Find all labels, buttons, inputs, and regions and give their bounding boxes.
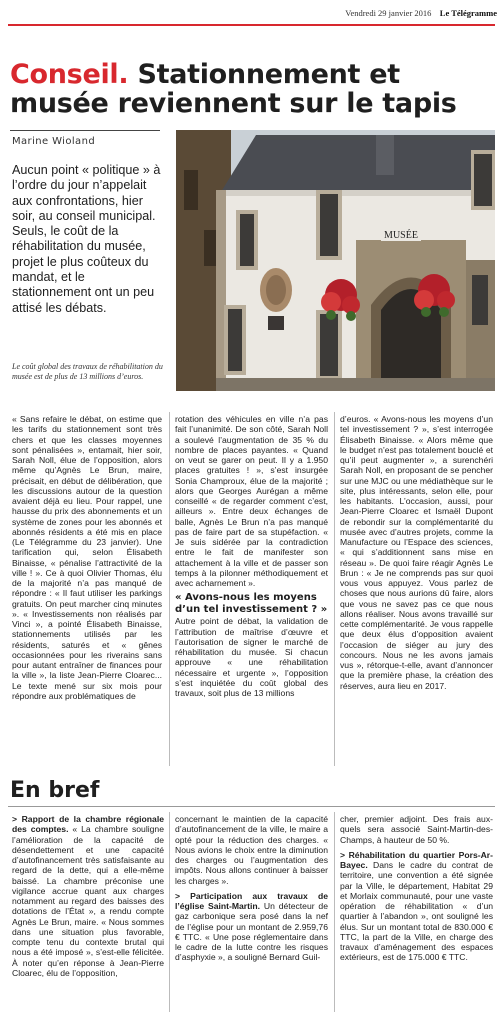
newspaper-name: Le Télégramme bbox=[439, 8, 497, 18]
article-column-2 bbox=[175, 414, 328, 698]
page-header bbox=[0, 6, 497, 20]
photo-caption: Le coût global des travaux de réhabilitation du musée est de plus de 13 millions d’euros. bbox=[12, 362, 163, 381]
bref-item-heading: > Réhabilitation du quartier Pors-Ar-Bayec. bbox=[340, 849, 493, 870]
article-subheading: « Avons-nous les moyens d’un tel investissement ? » bbox=[175, 592, 328, 615]
byline-rule bbox=[10, 130, 160, 131]
column-divider bbox=[169, 412, 170, 766]
column-1-text: « Sans refaire le débat, on estime que les tarifs du stationnement sont très chers et que les classes moyennes sont pénalisées », entamait, hier soir, Sarah Noll, élue de l’opposition, alors même qu’Agnès Le Brun, maire, précisait, en début de délibération, que les discussions autour de la question avaient déjà eu lieu. Pour rappel, une hausse du prix des abonnements et un système de zones pour les abonnés et abonnés résidents a été mis en place (Le Télégramme du 23 janvier). Une tarification qui, selon Élisabeth Binaisse, « pénalise l’attractivité de la ville ! ». Ce à quoi Olivier Thomas, élu de la majorité n’a pas manqué de répondre : « Il faut utiliser les parkings gratuits. On peut marcher cinq minutes ». « Investissements non réalisés par Vinci », a pointé Élisabeth Binaisse, stationnements utilisés par les résidents, saturés et « gênes occasionnées pour les riverains sans pour autant entraîner de finances pour la ville », la liste Jean-Pierre Cloarec... Le texte mené sur six mois pour répondre aux problématiques de bbox=[12, 414, 162, 701]
author-byline: Marine Wioland bbox=[12, 136, 96, 147]
museum-sign: MUSÉE bbox=[384, 230, 418, 241]
article-column-1 bbox=[12, 414, 162, 701]
bref-item-heading: > Rapport de la chambre régionale des comptes. bbox=[12, 814, 164, 835]
column-divider bbox=[169, 812, 170, 1012]
bref-item-text: Dans le cadre du contrat de territoire, une convention a été signée par la Ville, le département, Habitat 29 et Morlaix communauté, pour une vaste opération de réhabilitation « d’un quartier à l’abandon », ont souligné les élus. Sur un montant total de 830.000 € TTC, la part de la Ville, en charge des travaux d’aménagement des espaces extérieurs, est de 175.000 € TTC. bbox=[340, 860, 494, 963]
headline-kicker: Conseil. bbox=[10, 59, 129, 90]
column-3-text: d’euros. « Avons-nous les moyens d’un tel investissement ? », s’est interrogée Élisabeth Binaisse. « Alors même que le budget n’est pas totalement bouclé et qu’il peut augmenter », a surenchéri Sarah Noll, en proposant de se pencher sur une MJC ou une médiathèque sur le site, plus intéressants, selon elle, pour les habitants. L’occasion, aussi, pour Jean-Pierre Cloarec et Ismaël Dupont de rebondir sur la complémentarité du musée avec d’autres projets, comme la Manufacture ou l’Espace des sciences, « qui s’additionnent sans mise en réseau ». De quoi faire réagir Agnès Le Brun : « Je ne comprends pas sur quoi vous vous appuyez. Vous parlez de choses que nous aurions dû faire, alors que vous ne savez pas ce que nous allons réaliser. Nous avons travaillé sur cette complémentarité. Je vous rappelle que deux élus d’opposition avaient l’occasion de siéger au jury des concours. Nous ne les avons jamais vus », rétorque-t-elle, avant d’annoncer que la première phase, la création des réserves, aura lieu en 2017. bbox=[340, 414, 493, 691]
en-bref-title: En bref bbox=[10, 778, 100, 803]
bref-item-heading: > Participation aux travaux de l’église Saint-Martin. bbox=[175, 890, 328, 911]
bref-column-2 bbox=[175, 814, 328, 963]
bref-item-text: cher, premier adjoint. Des frais aux-quels sera associé Saint-Martin-des-Champs, à hauteur de 50 %. bbox=[340, 814, 493, 845]
issue-date: Vendredi 29 janvier 2016 bbox=[345, 8, 432, 18]
column-divider bbox=[334, 412, 335, 766]
headline-text: Stationnement et musée reviennent sur le tapis bbox=[10, 59, 457, 119]
article-column-3 bbox=[340, 414, 493, 691]
bref-item-text: concernant le maintien de la capacité d’autofinancement de la ville, le maire a opté pour la réduction des charges. « Nous avions le choix entre la diminution des charges ou l’augmentation des impôts. Nous allons continuer à baisser les charges ». bbox=[175, 814, 328, 886]
bref-item-text: « La chambre souligne l’amélioration de la capacité de désendettement et une capacité d’autofinancement très satisfaisante au regard de la dette, qui a elle-même baissé. La chambre préconise une vigilance accrue quant aux charges notamment au regard des baisses des dotations de l’État », a rendu compte Agnès Le Brun, maire. « Nous sommes dans une situation plus favorable, compte tenu du contexte brutal qui nous a été imposé », s’est-elle félicitée. À noter qu’en réponse à Jean-Pierre Cloarec, élu de l’opposition, bbox=[12, 824, 164, 978]
column-divider bbox=[334, 812, 335, 1012]
article-lede: Aucun point « politique » à l’ordre du jour n’appelait aux confrontations, hier soir, au conseil municipal. Seuls, le coût de la réhabilitation du musée, projet le plus coûteux du mandat, et le stationnement ont un peu attisé les débats. bbox=[12, 163, 161, 315]
column-2-text-a: rotation des véhicules en ville n’a pas fait l’unanimité. De son côté, Sarah Noll a soulevé l’augmentation de 35 % du nombre de places payantes. « Quand on veut se garer on peut. Il y a 1.950 places gratuites ! », s’est insurgée Sonia Champroux, élue de la majorité ; alors que Georges Aurégan a même conseillé « de regarder comment c’est, ailleurs ». Entre deux échanges de balle, Agnès Le Brun n’a pas manqué pas de faire part de sa stupéfaction. « Je suis sidérée par la contradiction entre le fait de manifester son attachement à la ville et de passer son temps à la pilonner méthodiquement et avec acharnement ». bbox=[175, 414, 328, 588]
bref-column-3 bbox=[340, 814, 493, 963]
en-bref-rule bbox=[8, 806, 495, 807]
column-2-text-b: Autre point de débat, la validation de l’attribution de maîtrise d’œuvre et l’autorisation de signer le marché de réhabilitation du musée. Si chacun approuve « une réhabilitation nécessaire et urgente », l’opposition s’est inquiétée du coût global des travaux, soit plus de 13 millions bbox=[175, 616, 328, 698]
header-rule bbox=[8, 24, 495, 26]
museum-photo bbox=[176, 130, 495, 391]
bref-item-text: Un détecteur de gaz carbonique sera posé dans la nef de l’église pour un montant de 2.959,76 € TTC. « Une pose réglementaire dans le cadre de la lutte contre les risques d’asphyxie », a souligné Bernard Guil- bbox=[175, 901, 328, 963]
article-headline bbox=[10, 60, 490, 118]
bref-column-1 bbox=[12, 814, 164, 978]
